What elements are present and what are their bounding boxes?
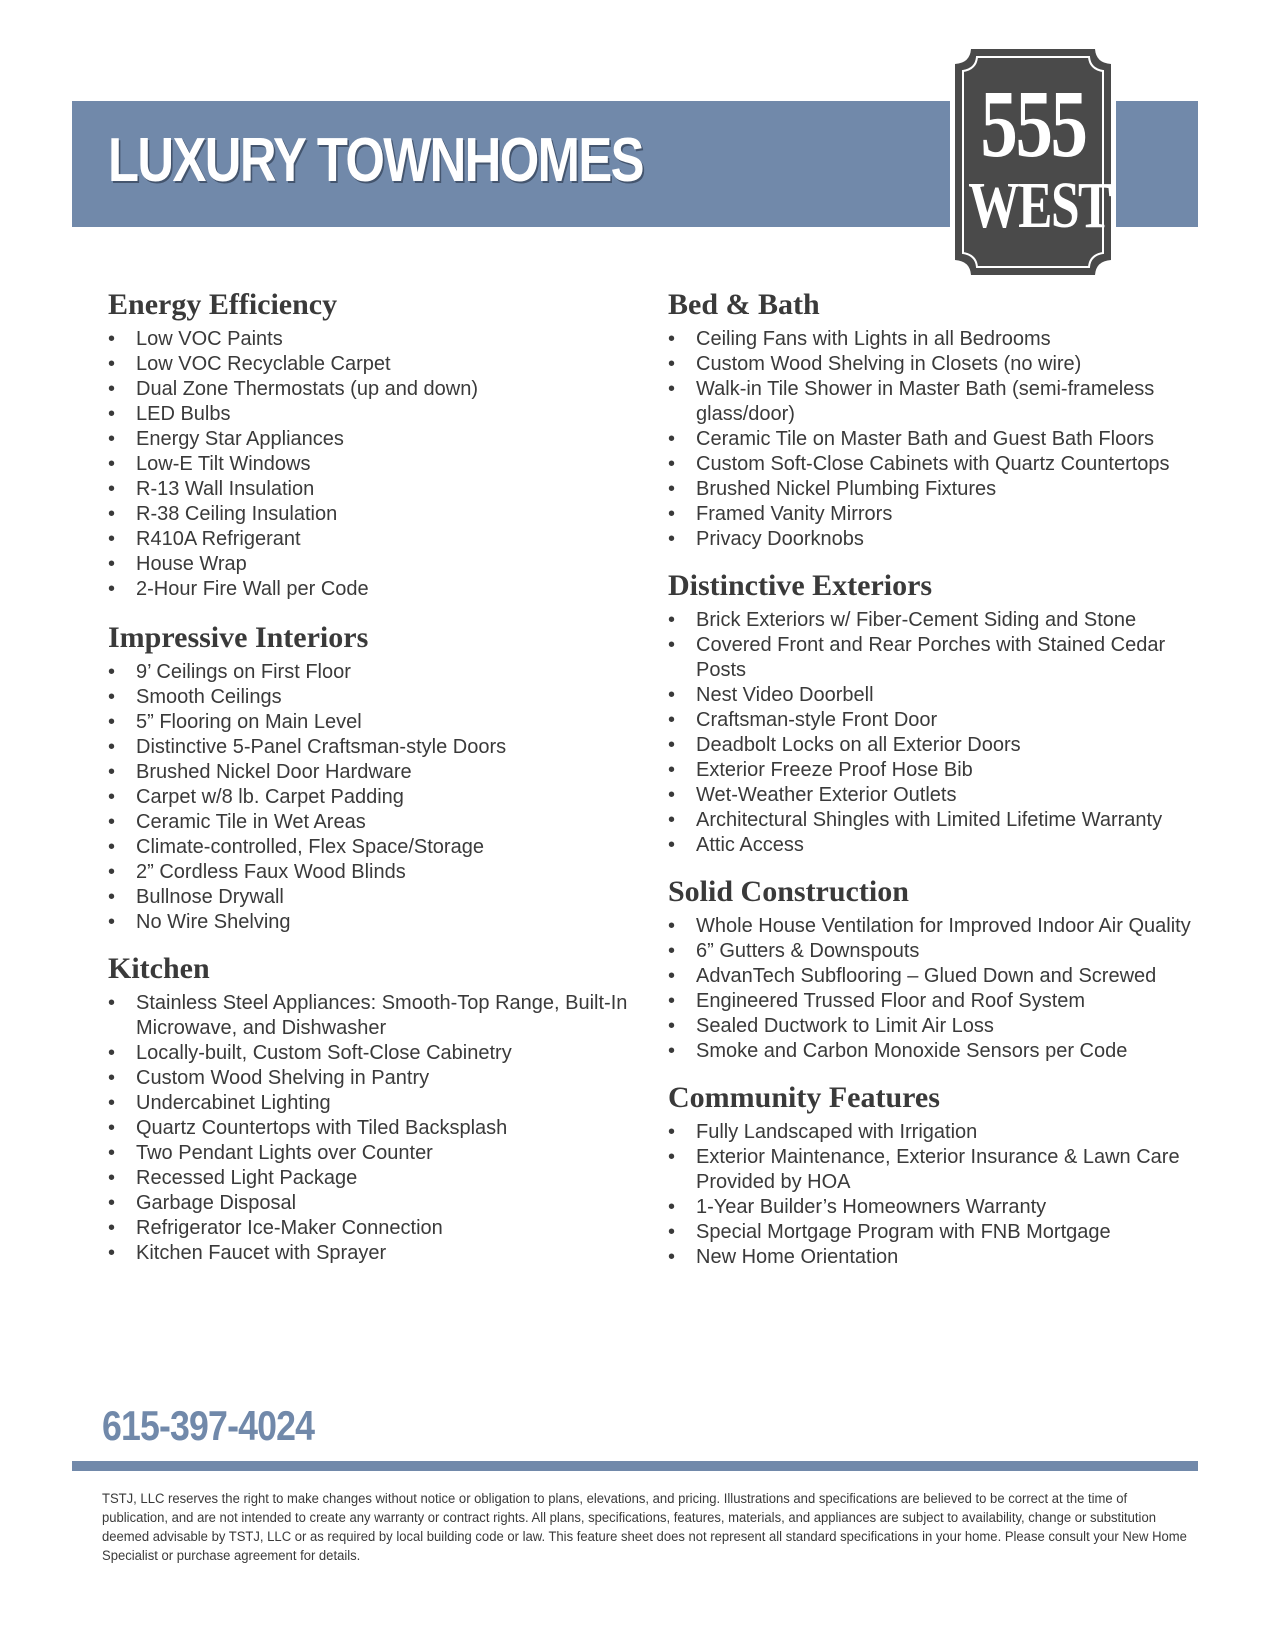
- list-item: • Walk-in Tile Shower in Master Bath (semi-frameless glass/door): [668, 377, 1208, 427]
- page-title: LUXURY TOWNHOMES: [108, 126, 643, 195]
- section-title: Bed & Bath: [668, 288, 820, 321]
- list-item: • Refrigerator Ice-Maker Connection: [108, 1216, 648, 1241]
- list-item: • 6” Gutters & Downspouts: [668, 939, 1208, 964]
- list-item: • Custom Soft-Close Cabinets with Quartz Countertops: [668, 452, 1208, 477]
- feature-list: [668, 1120, 1208, 1270]
- list-item: • LED Bulbs: [108, 402, 648, 427]
- disclaimer-text: TSTJ, LLC reserves the right to make changes without notice or obligation to plans, elevations, and pricing. Illustrations and specifications are believed to be correct at the time of publication, and are not intended to create any warranty or contract rights. All plans, specifications, features, materials, and appliances are subject to availability, change or substitution deemed advisable by TSTJ, LLC or as required by local building code or law. This feature sheet does not represent all standard specifications in your home. Please consult your New Home Specialist or purchase agreement for details.: [102, 1491, 1187, 1564]
- list-item: • Exterior Freeze Proof Hose Bib: [668, 758, 1208, 783]
- list-item: • Dual Zone Thermostats (up and down): [108, 377, 648, 402]
- list-item: • Energy Star Appliances: [108, 427, 648, 452]
- feature-section: [108, 949, 648, 1266]
- list-item: • Attic Access: [668, 833, 1208, 858]
- list-item: • Low-E Tilt Windows: [108, 452, 648, 477]
- feature-section: [668, 566, 1208, 858]
- list-item: • Undercabinet Lighting: [108, 1091, 648, 1116]
- phone-number: 615-397-4024: [102, 1402, 315, 1449]
- logo-number: 555: [980, 70, 1086, 177]
- list-item: • Brick Exteriors w/ Fiber-Cement Siding and Stone: [668, 608, 1208, 633]
- list-item: • Whole House Ventilation for Improved Indoor Air Quality: [668, 914, 1208, 939]
- brand-logo: [950, 44, 1116, 280]
- list-item: • 1-Year Builder’s Homeowners Warranty: [668, 1195, 1208, 1220]
- section-title: Community Features: [668, 1081, 940, 1114]
- feature-list: [108, 660, 648, 935]
- list-item: • Fully Landscaped with Irrigation: [668, 1120, 1208, 1145]
- list-item: • Privacy Doorknobs: [668, 527, 1208, 552]
- list-item: • AdvanTech Subflooring – Glued Down and Screwed: [668, 964, 1208, 989]
- list-item: • Exterior Maintenance, Exterior Insurance & Lawn Care Provided by HOA: [668, 1145, 1208, 1195]
- list-item: • 2” Cordless Faux Wood Blinds: [108, 860, 648, 885]
- feature-section: [668, 1078, 1208, 1270]
- list-item: • Engineered Trussed Floor and Roof System: [668, 989, 1208, 1014]
- list-item: • Special Mortgage Program with FNB Mortgage: [668, 1220, 1208, 1245]
- section-title: Impressive Interiors: [108, 621, 369, 654]
- logo-word: WEST: [968, 169, 1111, 242]
- section-title: Solid Construction: [668, 875, 909, 908]
- list-item: • Sealed Ductwork to Limit Air Loss: [668, 1014, 1208, 1039]
- list-item: • New Home Orientation: [668, 1245, 1208, 1270]
- list-item: • R410A Refrigerant: [108, 527, 648, 552]
- list-item: • Covered Front and Rear Porches with Stained Cedar Posts: [668, 633, 1208, 683]
- feature-section: [108, 618, 648, 935]
- list-item: • 2-Hour Fire Wall per Code: [108, 577, 648, 602]
- list-item: • Ceramic Tile in Wet Areas: [108, 810, 648, 835]
- list-item: • Wet-Weather Exterior Outlets: [668, 783, 1208, 808]
- list-item: • Recessed Light Package: [108, 1166, 648, 1191]
- list-item: • Stainless Steel Appliances: Smooth-Top Range, Built-In Microwave, and Dishwasher: [108, 991, 648, 1041]
- list-item: • Carpet w/8 lb. Carpet Padding: [108, 785, 648, 810]
- list-item: • Framed Vanity Mirrors: [668, 502, 1208, 527]
- list-item: • R-38 Ceiling Insulation: [108, 502, 648, 527]
- list-item: • Garbage Disposal: [108, 1191, 648, 1216]
- list-item: • No Wire Shelving: [108, 910, 648, 935]
- feature-section: [668, 285, 1208, 552]
- right-column: [668, 285, 1208, 1270]
- list-item: • Smooth Ceilings: [108, 685, 648, 710]
- feature-section: [668, 872, 1208, 1064]
- section-title: Distinctive Exteriors: [668, 569, 933, 602]
- feature-list: [108, 991, 648, 1266]
- list-item: • Custom Wood Shelving in Closets (no wire): [668, 352, 1208, 377]
- list-item: • Brushed Nickel Plumbing Fixtures: [668, 477, 1208, 502]
- section-title: Kitchen: [108, 952, 210, 985]
- feature-list: [108, 327, 648, 602]
- list-item: • 5” Flooring on Main Level: [108, 710, 648, 735]
- list-item: • Brushed Nickel Door Hardware: [108, 760, 648, 785]
- list-item: • House Wrap: [108, 552, 648, 577]
- list-item: • Custom Wood Shelving in Pantry: [108, 1066, 648, 1091]
- list-item: • Climate-controlled, Flex Space/Storage: [108, 835, 648, 860]
- list-item: • Architectural Shingles with Limited Lifetime Warranty: [668, 808, 1208, 833]
- list-item: • 9’ Ceilings on First Floor: [108, 660, 648, 685]
- left-column: [108, 285, 648, 1266]
- feature-list: [668, 608, 1208, 858]
- section-title: Energy Efficiency: [108, 288, 338, 321]
- list-item: • Quartz Countertops with Tiled Backsplash: [108, 1116, 648, 1141]
- list-item: • Two Pendant Lights over Counter: [108, 1141, 648, 1166]
- list-item: • Smoke and Carbon Monoxide Sensors per Code: [668, 1039, 1208, 1064]
- list-item: • Deadbolt Locks on all Exterior Doors: [668, 733, 1208, 758]
- list-item: • Ceramic Tile on Master Bath and Guest Bath Floors: [668, 427, 1208, 452]
- list-item: • Low VOC Recyclable Carpet: [108, 352, 648, 377]
- list-item: • Kitchen Faucet with Sprayer: [108, 1241, 648, 1266]
- feature-list: [668, 327, 1208, 552]
- list-item: • Low VOC Paints: [108, 327, 648, 352]
- list-item: • Bullnose Drywall: [108, 885, 648, 910]
- list-item: • Nest Video Doorbell: [668, 683, 1208, 708]
- list-item: • Craftsman-style Front Door: [668, 708, 1208, 733]
- footer-divider: [72, 1461, 1198, 1471]
- list-item: • Ceiling Fans with Lights in all Bedrooms: [668, 327, 1208, 352]
- list-item: • R-13 Wall Insulation: [108, 477, 648, 502]
- feature-list: [668, 914, 1208, 1064]
- list-item: • Distinctive 5-Panel Craftsman-style Doors: [108, 735, 648, 760]
- list-item: • Locally-built, Custom Soft-Close Cabinetry: [108, 1041, 648, 1066]
- feature-section: [108, 285, 648, 602]
